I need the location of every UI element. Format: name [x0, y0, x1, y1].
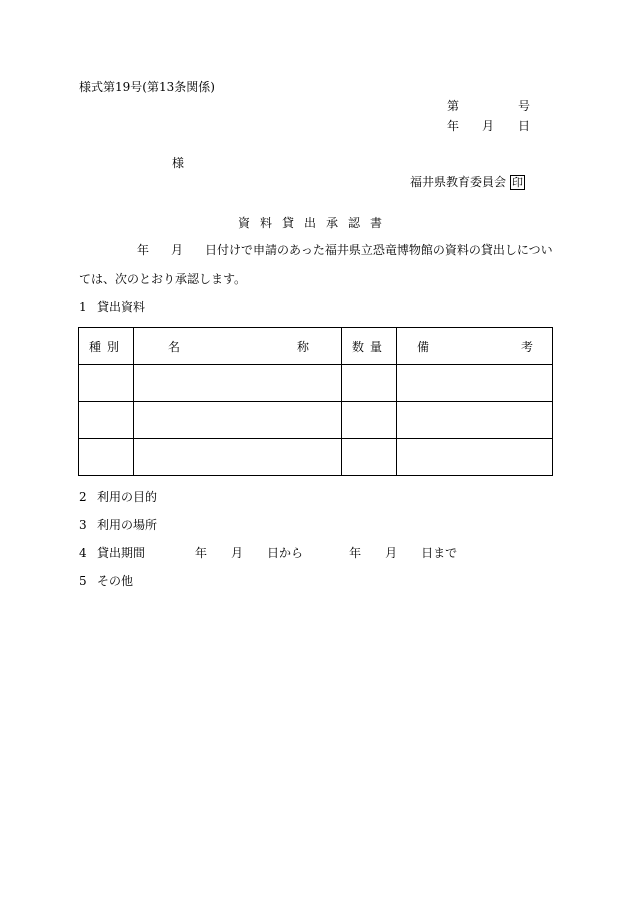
item-label: その他 [97, 574, 134, 588]
doc-number-prefix: 第 [447, 99, 460, 113]
period-year-1: 年 [195, 546, 208, 560]
table-row [79, 402, 553, 439]
item-number: 5 [79, 574, 87, 588]
body-year: 年 [137, 243, 150, 257]
cell-name [134, 402, 342, 439]
item-purpose [79, 490, 157, 504]
header-name-right: 称 [296, 340, 309, 354]
header-name-left: 名 [168, 340, 181, 354]
cell-quantity [342, 365, 397, 402]
table-header-row [79, 328, 553, 365]
item-number: 4 [79, 546, 87, 560]
header-quantity [342, 328, 397, 365]
header-name [134, 328, 342, 365]
cell-kind [79, 439, 134, 476]
item-loan-period [79, 546, 457, 560]
body-month: 月 [171, 243, 184, 257]
period-until: 日まで [421, 546, 458, 560]
cell-name [134, 365, 342, 402]
header-remarks [397, 328, 553, 365]
addressee-suffix: 様 [172, 156, 185, 170]
seal-mark: 印 [512, 176, 524, 189]
item-other [79, 574, 133, 588]
item-label: 利用の場所 [97, 518, 158, 532]
doc-number-suffix: 号 [518, 99, 531, 113]
item-label: 貸出期間 [97, 546, 146, 560]
body-line-2: ては、次のとおり承認します。 [79, 272, 247, 286]
item-loan-materials [79, 300, 145, 314]
item-location [79, 518, 157, 532]
document-title: 資料貸出承認書 [238, 216, 393, 230]
cell-kind [79, 402, 134, 439]
header-kind [79, 328, 134, 365]
body-text-1: 日付けで申請のあった福井県立恐竜博物館の資料の貸出しについ [205, 243, 553, 257]
period-year-2: 年 [349, 546, 362, 560]
header-kind-label: 種別 [89, 340, 126, 354]
body-line-1 [79, 243, 553, 257]
table-row [79, 439, 553, 476]
date-month-label: 月 [482, 119, 495, 133]
cell-kind [79, 365, 134, 402]
table-row [79, 365, 553, 402]
item-number: 1 [79, 300, 87, 314]
item-number: 3 [79, 518, 87, 532]
date-year-label: 年 [447, 119, 460, 133]
item-label: 貸出資料 [97, 300, 146, 314]
period-month-1: 月 [231, 546, 244, 560]
header-remarks-left: 備 [417, 340, 430, 354]
period-from: 日から [267, 546, 304, 560]
form-number: 様式第19号(第13条関係) [79, 80, 215, 94]
header-remarks-right: 考 [520, 340, 533, 354]
item-label: 利用の目的 [97, 490, 158, 504]
period-month-2: 月 [385, 546, 398, 560]
cell-remarks [397, 439, 553, 476]
issuer-name: 福井県教育委員会 [410, 175, 507, 189]
cell-name [134, 439, 342, 476]
cell-remarks [397, 402, 553, 439]
cell-quantity [342, 439, 397, 476]
header-quantity-label: 数量 [352, 340, 389, 354]
item-number: 2 [79, 490, 87, 504]
loan-materials-table [78, 327, 553, 476]
cell-quantity [342, 402, 397, 439]
issuer [410, 175, 525, 190]
date-day-label: 日 [518, 119, 531, 133]
cell-remarks [397, 365, 553, 402]
